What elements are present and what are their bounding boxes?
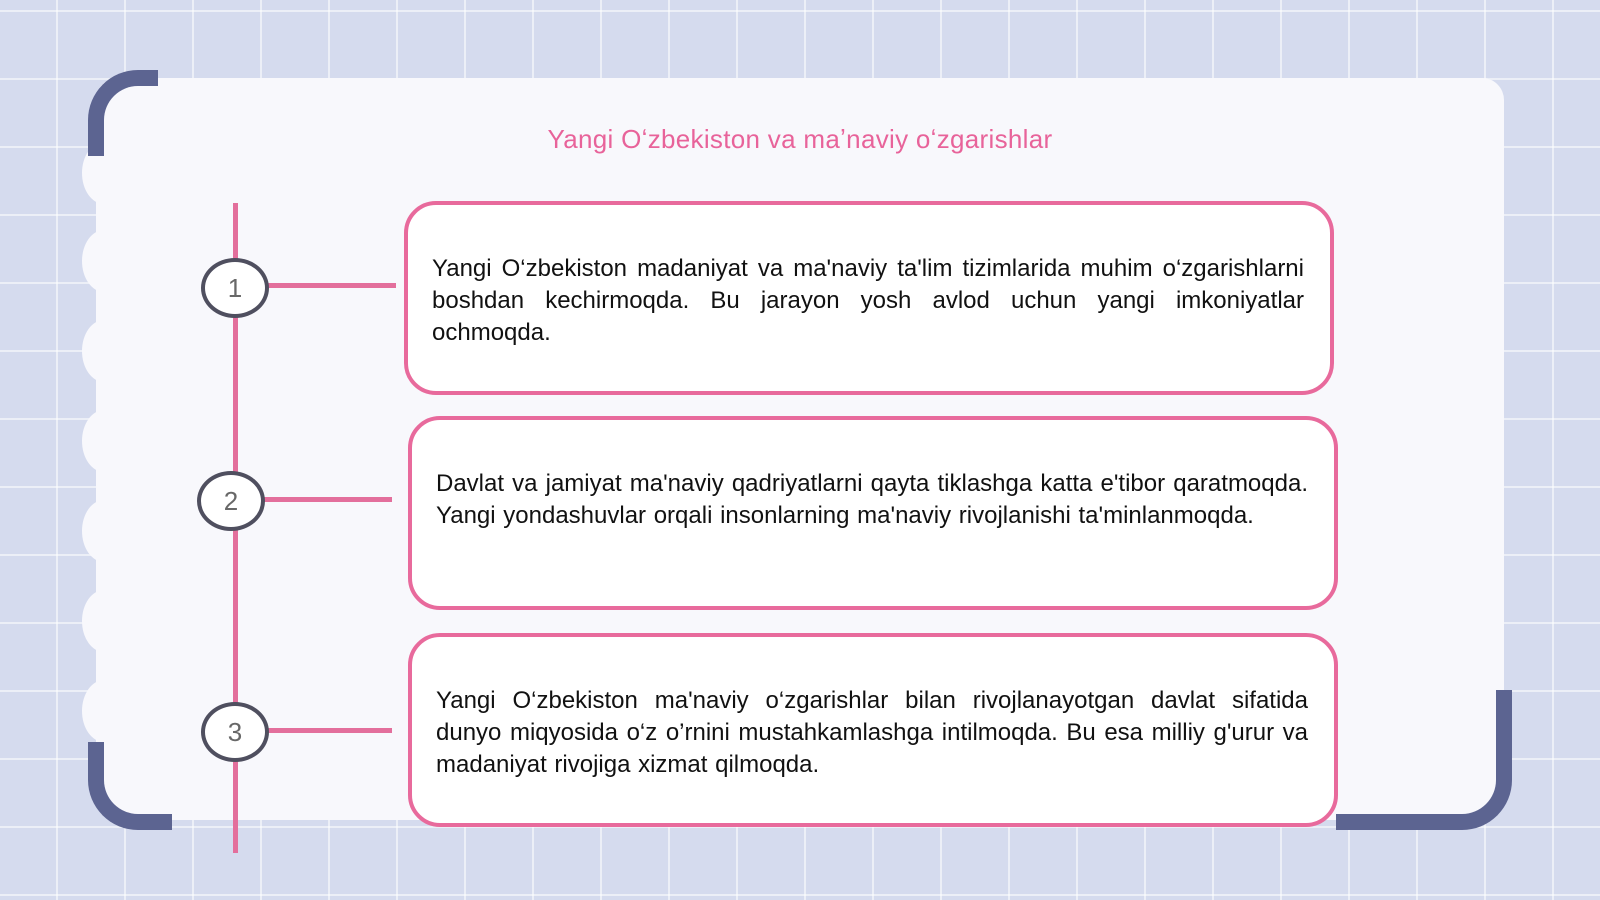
step-number-3: 3	[201, 702, 269, 762]
timeline-connector	[266, 728, 392, 733]
card-text: Davlat va jamiyat ma'naviy qadriyatlarni qayta tiklashga katta e'tibor qaratmoqda. Yangi yondashuvlar orqali insonlarning ma'naviy rivojlanishi ta'minlanmoqda.	[436, 470, 1308, 529]
step-number-2: 2	[197, 471, 265, 531]
timeline-connector	[262, 497, 392, 502]
binder-hole	[82, 680, 126, 742]
step-number-1: 1	[201, 258, 269, 318]
timeline-connector	[266, 283, 396, 288]
timeline-card-2	[408, 416, 1338, 610]
binder-hole	[82, 320, 126, 382]
timeline-card-3	[408, 633, 1338, 827]
card-text: Yangi O‘zbekiston madaniyat va ma'naviy ta'lim tizimlarida muhim o‘zgarishlarni boshdan kechirmoqda. Bu jarayon yosh avlod uchun yangi imkoniyatlar ochmoqda.	[432, 255, 1304, 346]
binder-hole	[82, 410, 126, 472]
frame-corner-bottom-right	[1336, 690, 1512, 830]
card-text: Yangi O‘zbekiston ma'naviy o‘zgarishlar bilan rivojlanayotgan davlat sifatida dunyo miqyosida o‘z o’rnini mustahkamlashga intilmoqda. Bu esa milliy g'urur va madaniyat rivojiga xizmat qilmoqda.	[436, 687, 1308, 778]
slide-title: Yangi Oʻzbekiston va maʼnaviy oʻzgarishlar	[547, 124, 1053, 154]
frame-corner-top-left	[88, 70, 158, 156]
binder-hole	[82, 590, 126, 652]
binder-hole	[82, 230, 126, 292]
binder-hole	[82, 500, 126, 562]
timeline-card-1	[404, 201, 1334, 395]
frame-corner-bottom-left	[88, 742, 172, 830]
